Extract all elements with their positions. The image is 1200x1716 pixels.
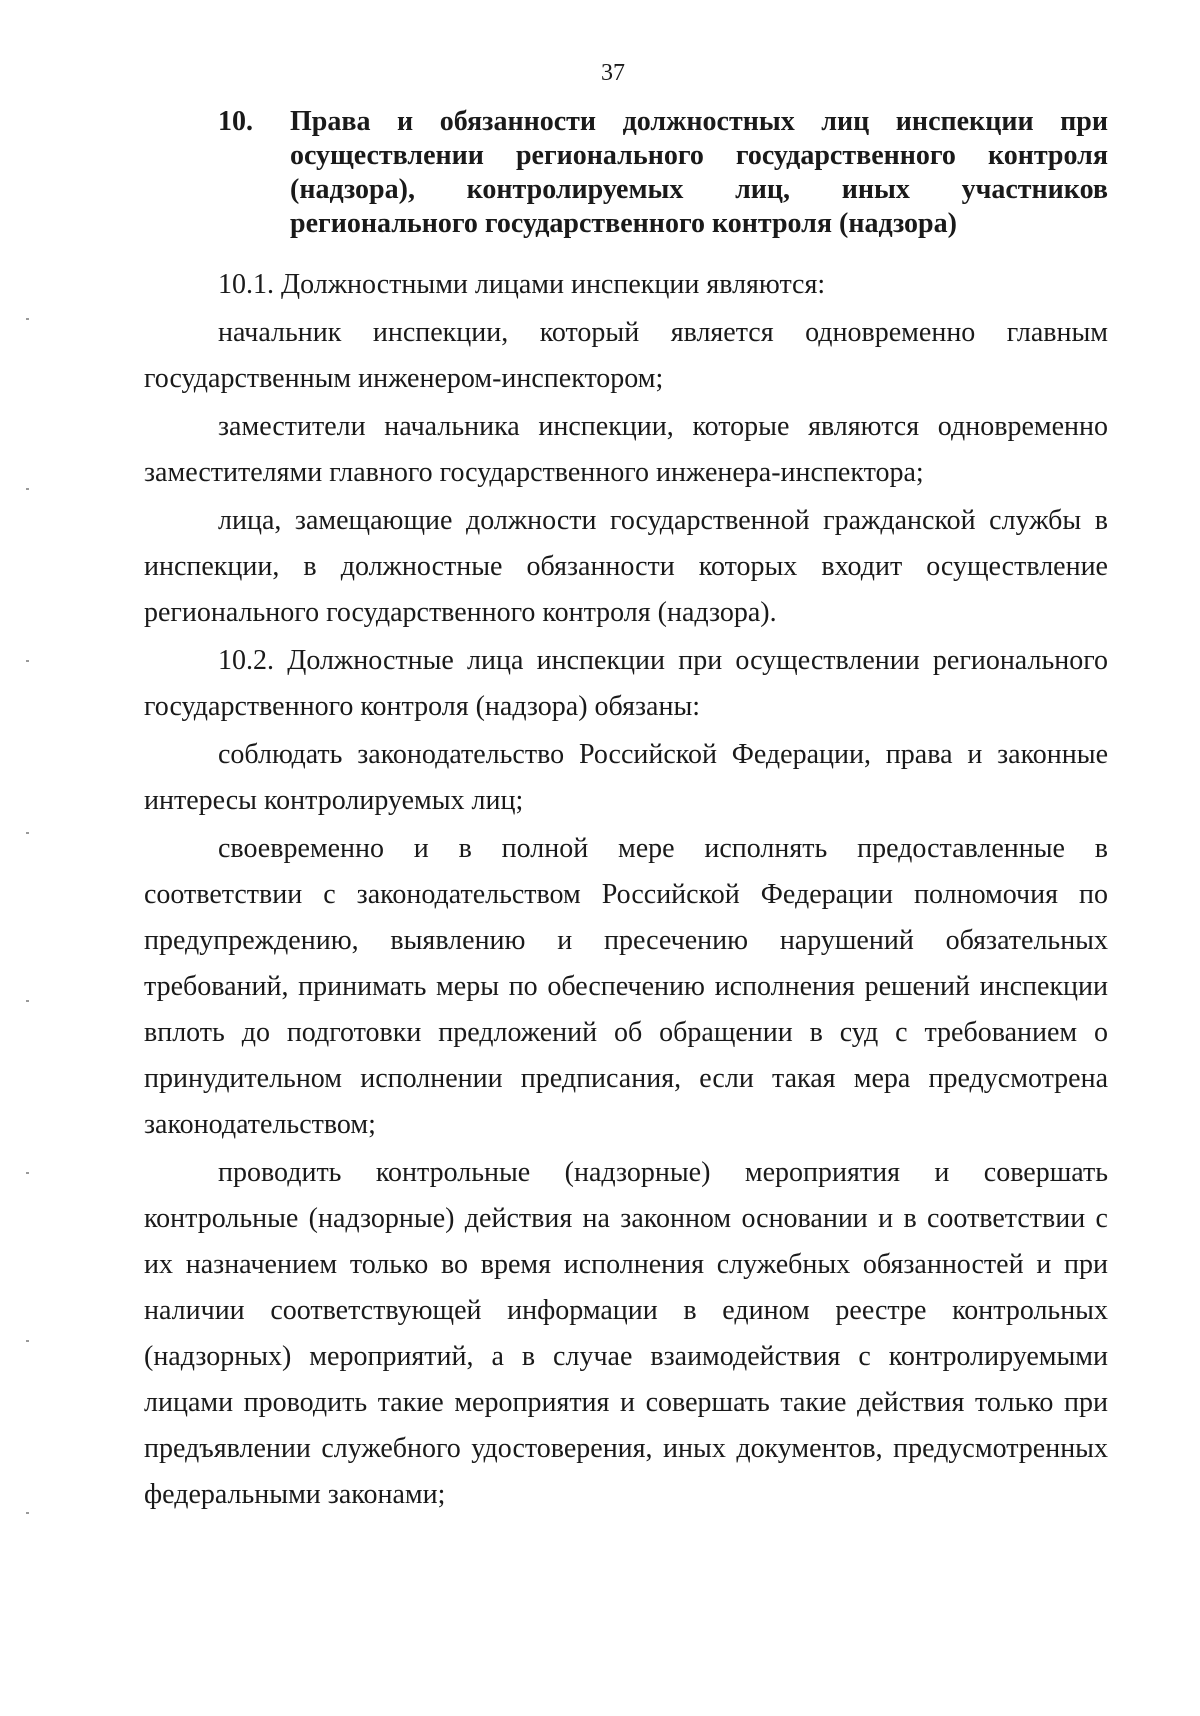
scan-margin-marks xyxy=(0,0,60,1716)
paragraph-civil-servants: лица, замещающие должности государственной гражданской службы в инспекции, в должностные обязанности которых входит осуществление регионального государственного контроля (надзора). xyxy=(144,505,1108,628)
paragraph-observe-legislation: соблюдать законодательство Российской Федерации, права и законные интересы контролируемых лиц; xyxy=(144,739,1108,816)
page-number: 37 xyxy=(601,60,625,86)
paragraph-head-of-inspection: начальник инспекции, который является одновременно главным государственным инженером-инспектором; xyxy=(144,317,1108,394)
paragraph-10-2: 10.2. Должностные лица инспекции при осуществлении регионального государственного контроля (надзора) обязаны: xyxy=(144,645,1108,722)
paragraph-exercise-powers: своевременно и в полной мере исполнять предоставленные в соответствии с законодательством Российской Федерации полномочия по предупреждению, выявлению и пресечению нарушений обязательных требований, принимать меры по обеспечению исполнения решений инспекции вплоть до подготовки предложений об обращении в суд с требованием о принудительном исполнении предписания, если такая мера предусмотрена законодательством; xyxy=(144,833,1108,1140)
paragraph-deputy-heads: заместители начальника инспекции, которые являются одновременно заместителями главного государственного инженера-инспектора; xyxy=(144,411,1108,488)
paragraph-conduct-measures: проводить контрольные (надзорные) мероприятия и совершать контрольные (надзорные) действия на законном основании и в соответствии с их назначением только во время исполнения служебных обязанностей и при наличии соответствующей информации в едином реестре контрольных (надзорных) мероприятий, а в случае взаимодействия с контролируемыми лицами проводить такие мероприятия и совершать такие действия только при предъявлении служебного удостоверения, иных документов, предусмотренных федеральными законами; xyxy=(144,1157,1108,1510)
section-number: 10. xyxy=(218,106,253,137)
body-text xyxy=(144,262,1108,1520)
paragraph-10-1: 10.1. Должностными лицами инспекции являются: xyxy=(218,269,826,300)
section-title: Права и обязанности должностных лиц инспекции при осуществлении регионального государственного контроля (надзора), контролируемых лиц, иных участников регионального государственного контроля (надзора) xyxy=(290,106,1108,239)
